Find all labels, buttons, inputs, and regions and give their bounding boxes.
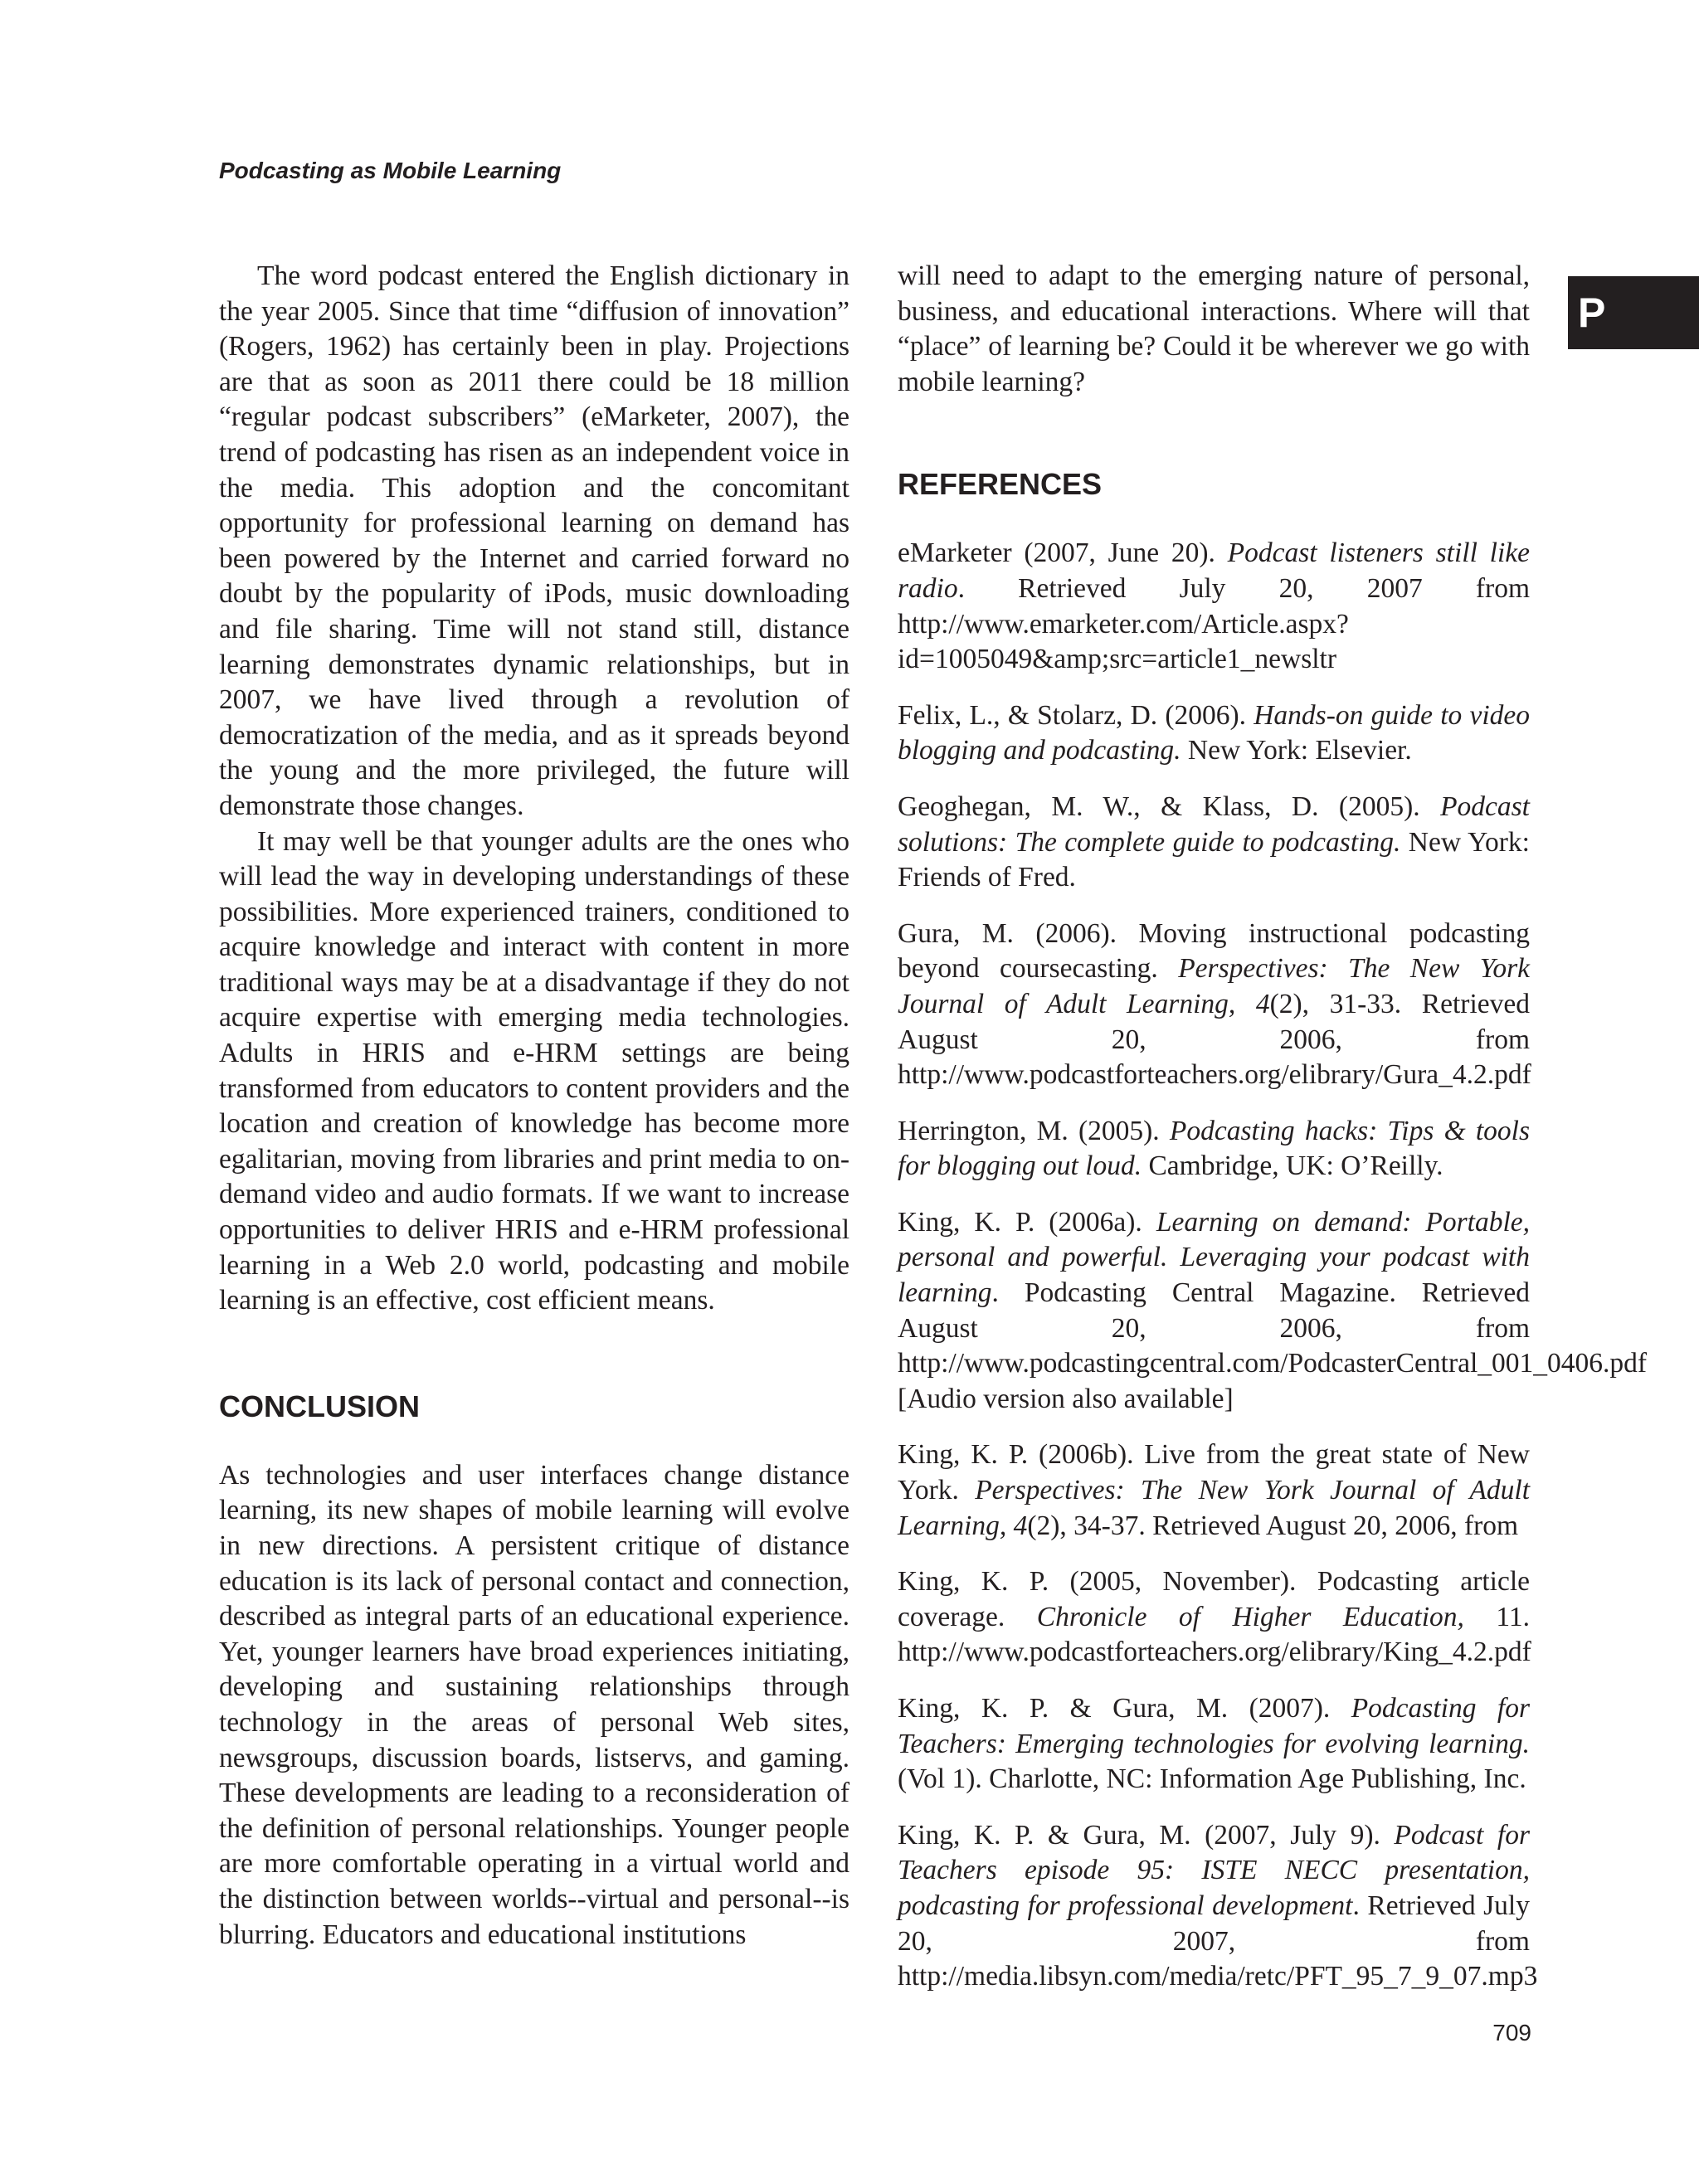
reference-text: King, K. P. & Gura, M. (2007).	[898, 1693, 1351, 1724]
reference-entry	[898, 1564, 1530, 1671]
reference-title: Podcasting hacks: Tips & tools for blogging out loud.	[898, 1115, 1530, 1182]
reference-title: Perspectives: The New York Journal of Adult Learning, 4	[898, 1475, 1530, 1541]
reference-entry	[898, 1818, 1538, 1995]
reference-title: Podcast listeners still like radio	[898, 537, 1530, 604]
right-column	[898, 259, 1648, 2016]
reference-entry	[898, 536, 1530, 677]
reference-text: Felix, L., & Stolarz, D. (2006).	[898, 699, 1254, 731]
reference-entry	[898, 917, 1530, 1093]
reference-text: . Retrieved July 20, 2007 from http://www.emarketer.com/Article.aspx?id=1005049&amp;src=article1_newsltr	[898, 572, 1530, 675]
reference-title: Podcast solutions: The complete guide to podcasting.	[898, 790, 1530, 858]
running-head: Podcasting as Mobile Learning	[219, 158, 562, 183]
reference-title: Learning on demand: Portable, personal and powerful. Leveraging your podcast with learning	[898, 1206, 1530, 1309]
reference-text: Cambridge, UK: O’Reilly.	[1142, 1150, 1443, 1182]
body-paragraph: It may well be that younger adults are the ones who will lead the way in developing understandings of these possibilities. More experienced trainers, conditioned to acquire knowledge and interact with content in more traditional ways may be at a disadvantage if they do not acquire expertise with emerging media technologies. Adults in HRIS and e-HRM settings are being transformed from educators to content providers and the location and creation of knowledge has become more egalitarian, moving from libraries and print media to on-demand video and audio formats. If we want to increase opportunities to deliver HRIS and e-HRM professional learning in a Web 2.0 world, podcasting and mobile learning is an effective, cost efficient means.	[219, 825, 850, 1316]
reference-text: Gura, M. (2006). Moving instructional podcasting beyond coursecasting.	[898, 917, 1530, 985]
reference-entry	[898, 698, 1530, 769]
conclusion-heading: CONCLUSION	[219, 1389, 420, 1423]
reference-entry	[898, 1691, 1530, 1797]
body-paragraph: The word podcast entered the English dictionary in the year 2005. Since that time “diffusion of innovation” (Rogers, 1962) has certainly been in play. Projections are that as soon as 2011 there could be 18 million “regular podcast subscribers” (eMarketer, 2007), the trend of podcasting has risen as an independent voice in the media. This adoption and the concomitant opportunity for professional learning on demand has been powered by the Internet and carried forward no doubt by the popularity of iPods, music downloading and file sharing. Time will not stand still, distance learning demonstrates dynamic relationships, but in 2007, we have lived through a revolution of democratization of the media, and as it spreads beyond the young and the more privileged, the future will demonstrate those changes.	[219, 260, 850, 821]
left-column	[219, 259, 850, 1953]
reference-text: (2), 34-37. Retrieved August 20, 2006, from	[1027, 1510, 1519, 1541]
reference-text: 11. http://www.podcastforteachers.org/elibrary/King_4.2.pdf	[898, 1601, 1531, 1668]
reference-title: Perspectives: The New York Journal of Adult Learning, 4	[898, 953, 1530, 1019]
reference-text: King, K. P. (2006b). Live from the great state of New York.	[898, 1439, 1530, 1506]
reference-text: eMarketer (2007, June 20).	[898, 537, 1228, 569]
reference-entry	[898, 1114, 1530, 1184]
references-list	[898, 536, 1648, 1994]
reference-text: King, K. P. (2006a).	[898, 1206, 1156, 1238]
conclusion-paragraph: As technologies and user interfaces change distance learning, its new shapes of mobile learning will evolve in new directions. A persistent critique of distance education is its lack of personal contact and connection, described as integral parts of an educational experience. Yet, younger learners have broad experiences initiating, developing and sustaining relationships through technology in the areas of personal Web sites, newsgroups, discussion boards, listservs, and gaming. These developments are leading to a reconsideration of the definition of personal relationships. Younger people are more comfortable operating in a virtual world and the distinction between worlds--virtual and personal--is blurring. Educators and educational institutions	[219, 1459, 850, 1950]
reference-entry	[898, 1205, 1648, 1418]
reference-text: King, K. P. (2005, November). Podcasting article coverage.	[898, 1566, 1530, 1632]
references-heading: REFERENCES	[898, 467, 1103, 502]
reference-title: Podcasting for Teachers: Emerging technologies for evolving learning.	[898, 1693, 1531, 1759]
section-tab: P	[1568, 276, 1699, 349]
reference-text: New York: Elsevier.	[1181, 735, 1412, 766]
reference-text: . Retrieved July 20, 2007, from http://media.libsyn.com/media/retc/PFT_95_7_9_07.mp3	[898, 1890, 1538, 1992]
reference-text: New York: Friends of Fred.	[898, 826, 1530, 893]
reference-text: Herrington, M. (2005).	[898, 1115, 1170, 1146]
reference-text: Geoghegan, M. W., & Klass, D. (2005).	[898, 790, 1441, 822]
reference-entry	[898, 790, 1530, 896]
continuation-paragraph: will need to adapt to the emerging nature of personal, business, and educational interactions. Where will that “place” of learning be? Could it be wherever we go with mobile learning?	[898, 260, 1530, 397]
page-number: 709	[1492, 2020, 1531, 2045]
reference-title: Chronicle of Higher Education,	[1036, 1601, 1464, 1632]
reference-entry	[898, 1437, 1530, 1544]
reference-title: Podcast for Teachers episode 95: ISTE NECC presentation, podcasting for professional development	[898, 1819, 1530, 1921]
reference-text: (2), 31-33. Retrieved August 20, 2006, from http://www.podcastforteachers.org/elibrary/Gura_4.2.pdf	[898, 988, 1531, 1091]
reference-text: (Vol 1). Charlotte, NC: Information Age Publishing, Inc.	[898, 1763, 1526, 1795]
reference-title: Hands-on guide to video blogging and podcasting.	[898, 699, 1530, 766]
reference-text: King, K. P. & Gura, M. (2007, July 9).	[898, 1819, 1395, 1851]
reference-text: . Podcasting Central Magazine. Retrieved August 20, 2006, from http://www.podcastingcentral.com/PodcasterCentral_001_0406.pdf [Audio version also available]	[898, 1277, 1648, 1414]
